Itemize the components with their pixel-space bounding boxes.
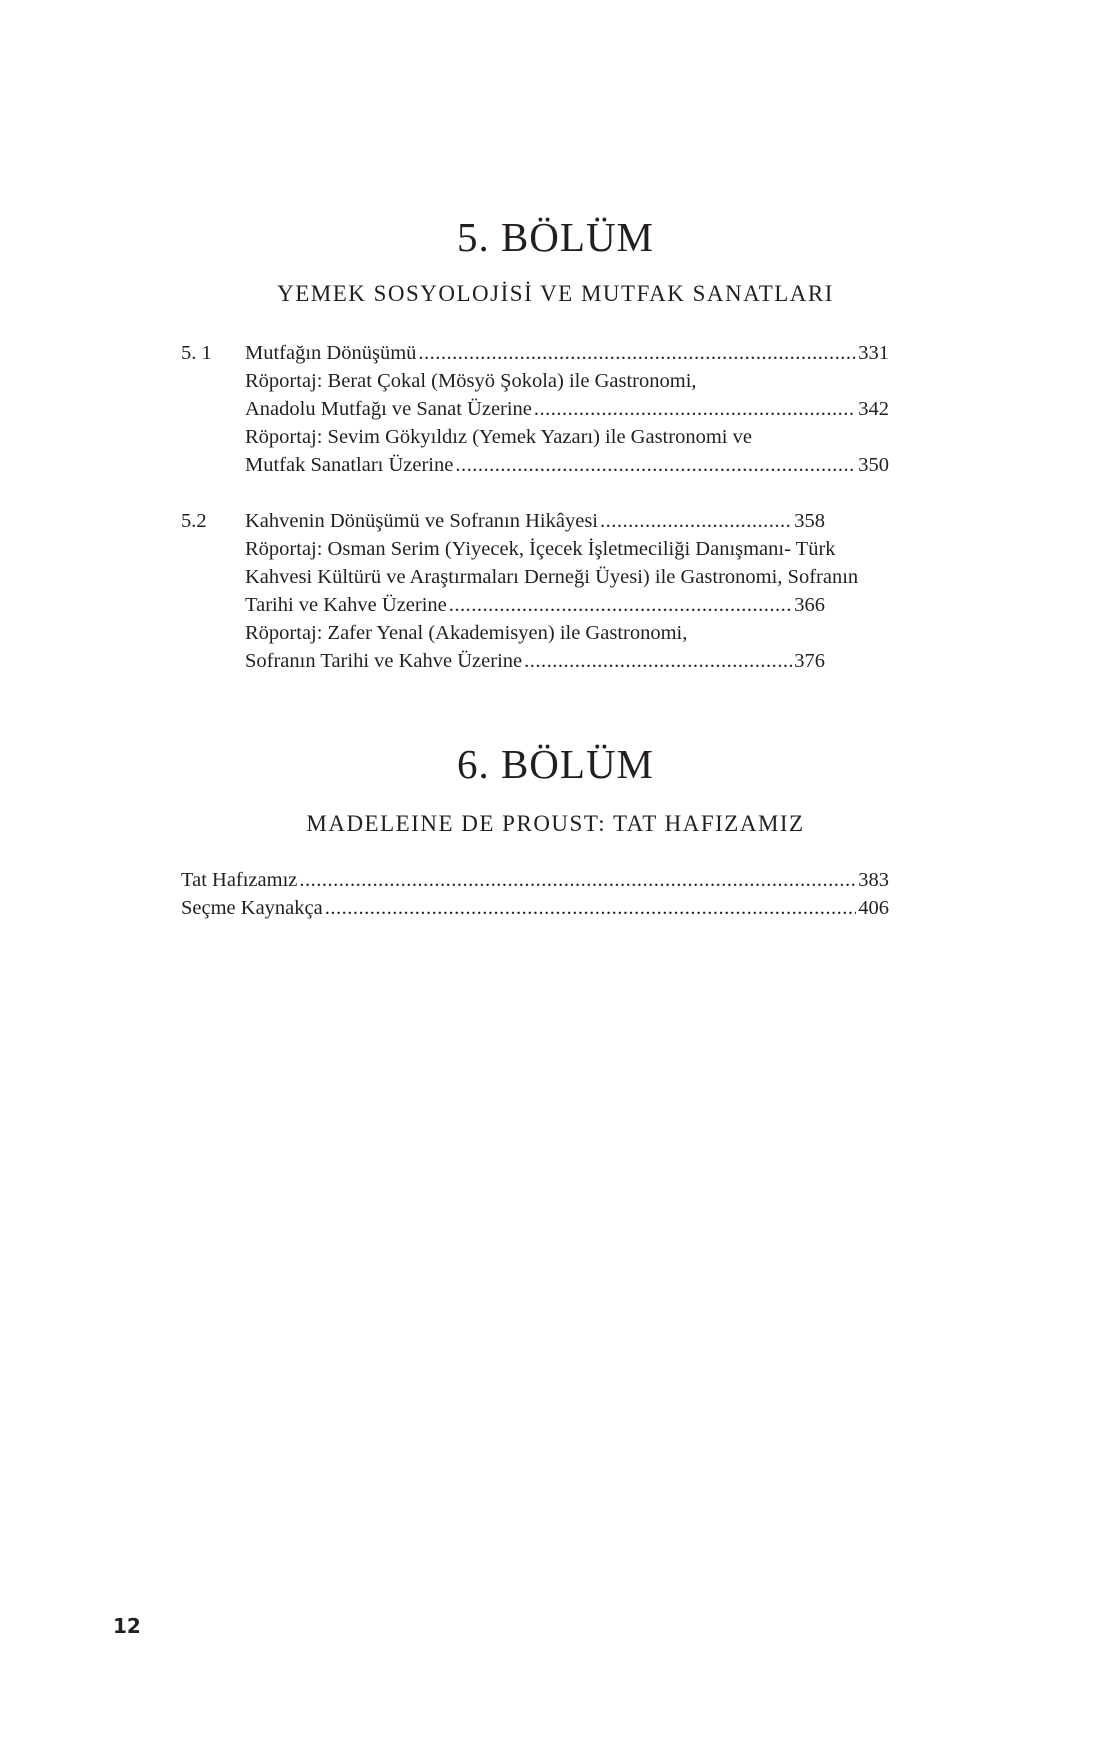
dot-leader — [449, 591, 792, 619]
toc-entry-page: 342 — [858, 398, 889, 420]
chapter-5-title: 5. BÖLÜM — [456, 214, 655, 260]
chapter-5-toc — [181, 339, 889, 675]
dot-leader — [325, 894, 857, 922]
section-entries — [181, 866, 889, 922]
dot-leader — [534, 395, 856, 423]
toc-entry-page: 358 — [794, 510, 825, 532]
toc-entry-title-cont: Mutfak Sanatları Üzerine — [245, 454, 454, 476]
toc-entry-page: 350 — [858, 454, 889, 476]
dot-leader — [524, 647, 792, 675]
chapter-6-subtitle: MADELEINE DE PROUST: TAT HAFIZAMIZ — [306, 811, 805, 836]
section-entries — [245, 507, 889, 675]
section-number: 5.2 — [181, 510, 207, 532]
toc-entry[interactable] — [245, 507, 825, 535]
toc-entry[interactable] — [245, 367, 889, 423]
chapter-6-toc — [181, 866, 889, 922]
toc-entry-title: Mutfağın Dönüşümü — [245, 342, 417, 364]
toc-entry-page: 376 — [794, 650, 825, 672]
toc-entry-page: 366 — [794, 594, 825, 616]
dot-leader — [299, 866, 856, 894]
toc-entry[interactable] — [245, 619, 825, 675]
toc-entry[interactable] — [245, 423, 889, 479]
toc-entry[interactable] — [245, 339, 889, 367]
toc-entry-title: Röportaj: Berat Çokal (Mösyö Şokola) ile Gastronomi, — [245, 370, 697, 392]
toc-entry-title-cont: Tarihi ve Kahve Üzerine — [245, 594, 447, 616]
toc-entry-page: 406 — [858, 897, 889, 919]
section-entries — [245, 339, 889, 479]
dot-leader — [455, 451, 856, 479]
chapter-5-subtitle: YEMEK SOSYOLOJİSİ VE MUTFAK SANATLARI — [277, 281, 834, 306]
dot-leader — [600, 507, 792, 535]
toc-section-5-2 — [181, 507, 889, 675]
toc-entry-title: Seçme Kaynakça — [181, 897, 323, 919]
dot-leader — [418, 339, 856, 367]
toc-entry[interactable] — [245, 535, 889, 619]
toc-entry[interactable] — [181, 894, 889, 922]
toc-entry-title-cont: Kahvesi Kültürü ve Araştırmaları Derneği Üyesi) ile Gastronomi, Sofranın — [245, 566, 859, 588]
chapter-6-title: 6. BÖLÜM — [456, 741, 655, 787]
toc-section-5-1 — [181, 339, 889, 479]
toc-entry-title: Röportaj: Sevim Gökyıldız (Yemek Yazarı) ile Gastronomi ve — [245, 426, 752, 448]
section-spacer — [181, 479, 889, 507]
page-number: 12 — [113, 1614, 141, 1638]
toc-entry-page: 331 — [858, 342, 889, 364]
toc-entry-title: Röportaj: Osman Serim (Yiyecek, İçecek İşletmeciliği Danışmanı- Türk — [245, 538, 836, 560]
toc-entry-title-cont: Anadolu Mutfağı ve Sanat Üzerine — [245, 398, 532, 420]
toc-entry-title: Tat Hafızamız — [181, 869, 298, 891]
toc-entry-page: 383 — [858, 869, 889, 891]
toc-entry[interactable] — [181, 866, 889, 894]
toc-entry-title: Kahvenin Dönüşümü ve Sofranın Hikâyesi — [245, 510, 598, 532]
toc-entry-title-cont: Sofranın Tarihi ve Kahve Üzerine — [245, 650, 523, 672]
toc-entry-title: Röportaj: Zafer Yenal (Akademisyen) ile Gastronomi, — [245, 622, 688, 644]
section-number: 5. 1 — [181, 342, 212, 364]
